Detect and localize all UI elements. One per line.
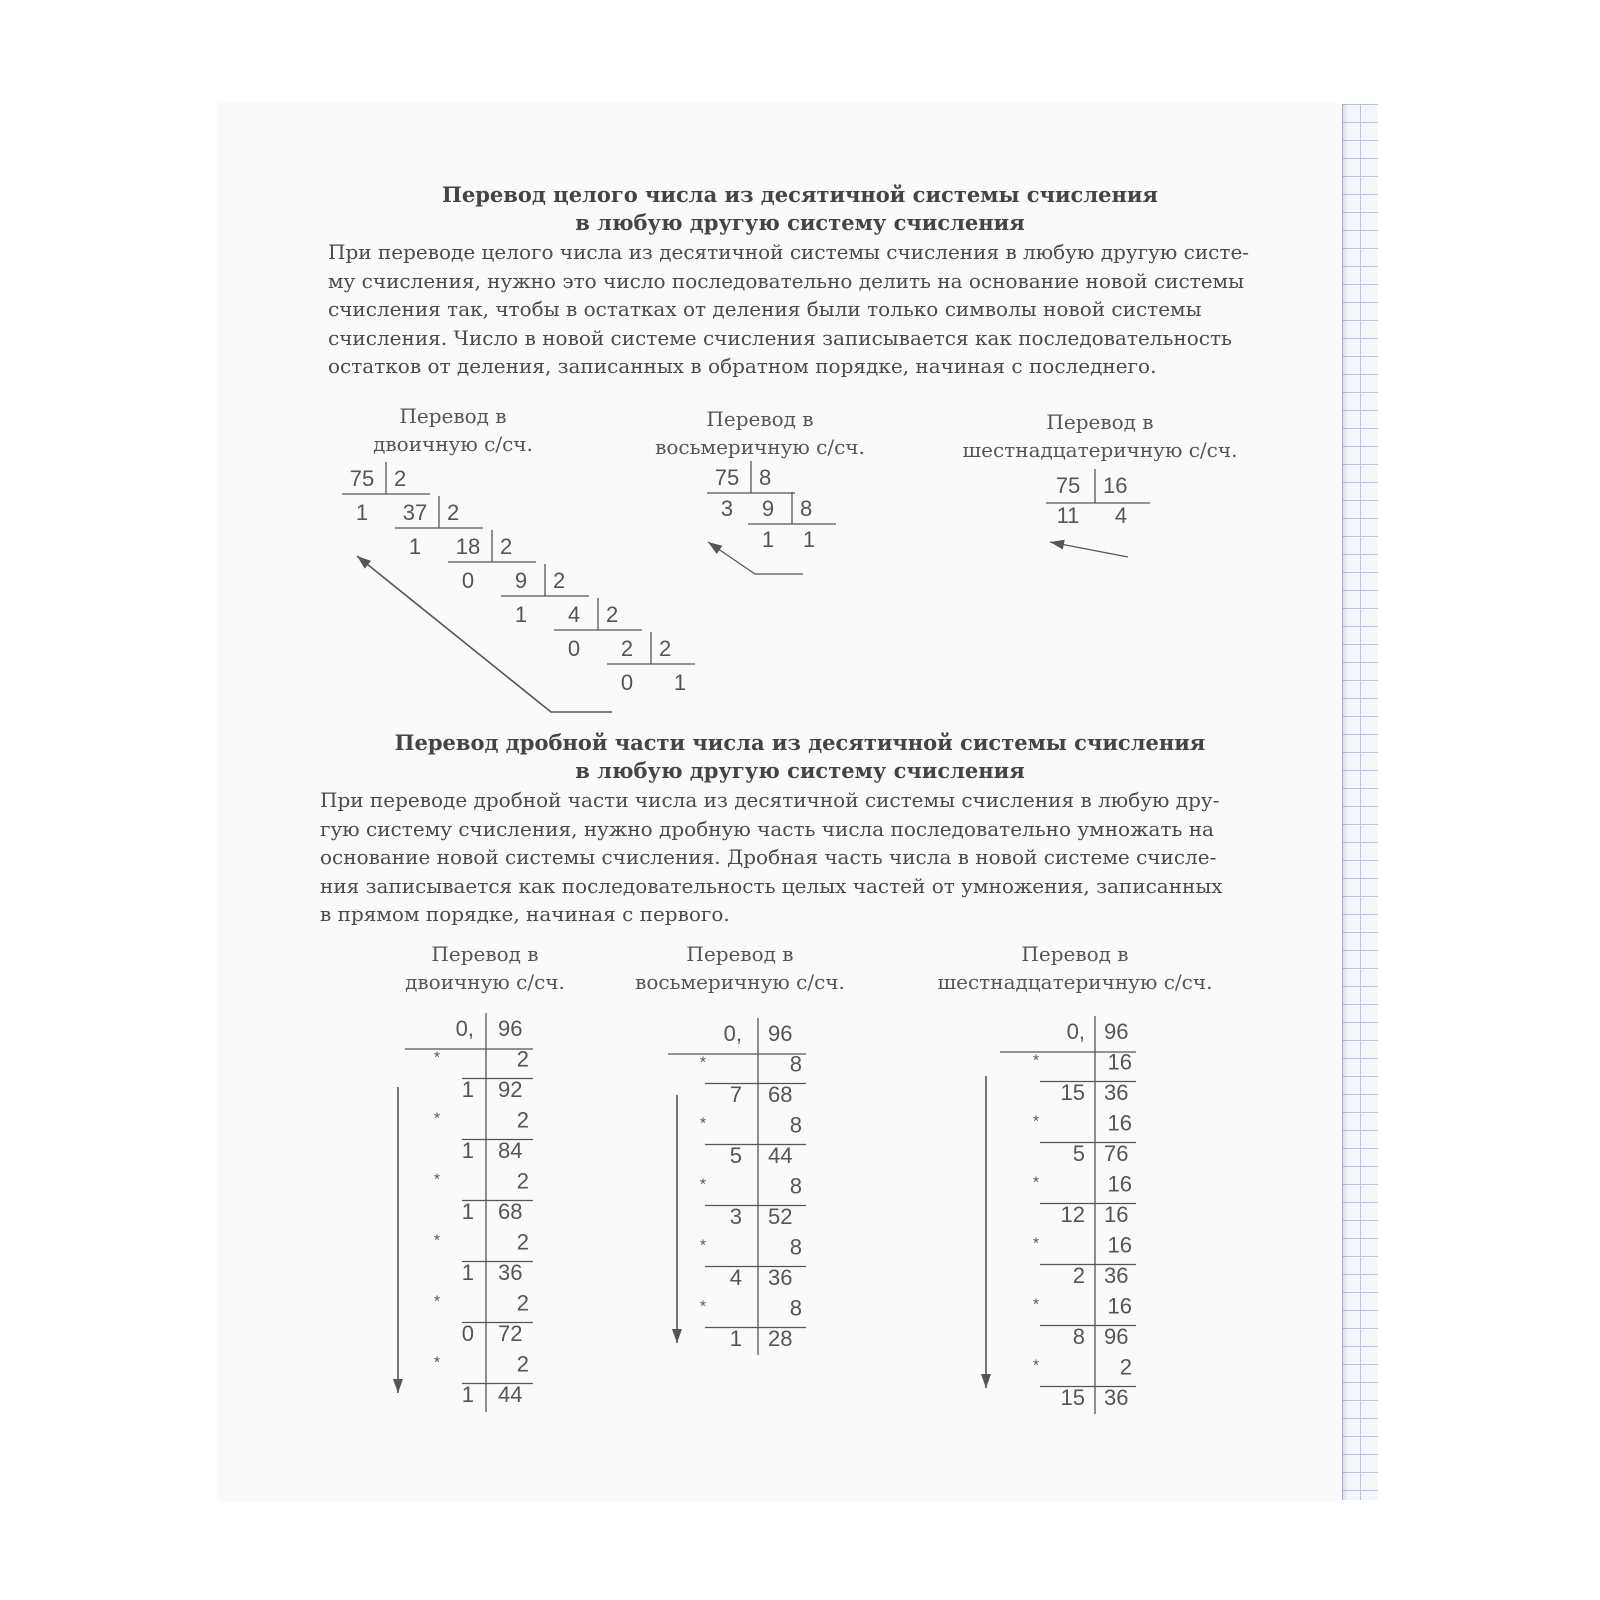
binary-multiplication-multiplier: 2 bbox=[516, 1290, 529, 1316]
octal-multiplication-start-frac: 96 bbox=[768, 1021, 793, 1046]
octal-multiplication-multiply-star: * bbox=[699, 1054, 707, 1072]
section1-paragraph-line: остатков от деления, записанных в обратном порядке, начиная с последнего. bbox=[328, 354, 1157, 378]
binary-multiplication-result-frac: 36 bbox=[498, 1260, 523, 1285]
hex-multiplication-multiplier: 16 bbox=[1107, 1171, 1132, 1197]
hex-multiplication-result-frac: 36 bbox=[1104, 1263, 1129, 1288]
hex-multiplication-multiplier: 16 bbox=[1107, 1049, 1132, 1075]
octal-division-last-quotient: 1 bbox=[802, 527, 816, 552]
hex-remainder-arrow-head bbox=[1050, 540, 1065, 550]
section2-paragraph-line: гую систему счисления, нужно дробную часть числа последовательно умножать на bbox=[320, 816, 1214, 841]
binary-multiplication-start-int: 0, bbox=[455, 1016, 474, 1041]
binary-division-remainder: 0 bbox=[567, 636, 581, 661]
binary-division-divisor: 2 bbox=[553, 568, 566, 593]
caption-line: восьмеричную с/сч. bbox=[655, 435, 865, 459]
section2-heading-line2: в любую другую систему счисления bbox=[575, 758, 1025, 783]
hex-multiplication-result-int: 8 bbox=[1072, 1324, 1085, 1349]
section1-heading-line2: в любую другую систему счисления bbox=[575, 210, 1025, 235]
binary-remainder-arrow-head bbox=[357, 556, 371, 569]
binary-division-divisor: 2 bbox=[394, 466, 407, 491]
octal-multiplication-result-frac: 36 bbox=[768, 1265, 793, 1290]
hex-multiplication-result-frac: 96 bbox=[1104, 1324, 1129, 1349]
binary-division-dividend: 18 bbox=[455, 534, 481, 559]
hex-multiplication-multiply-star: * bbox=[1032, 1052, 1040, 1070]
section2-paragraph-line: основание новой системы счисления. Дробная часть числа в новой системе счисле- bbox=[320, 845, 1217, 869]
caption-line: Перевод в bbox=[399, 404, 507, 428]
octal-multiplication-multiply-star: * bbox=[699, 1298, 707, 1316]
octal-division-remainder: 3 bbox=[720, 496, 734, 521]
octal-multiplication-multiply-star: * bbox=[699, 1176, 707, 1194]
section1-heading-line1: Перевод целого числа из десятичной системы счисления bbox=[442, 182, 1158, 207]
octal-order-arrow-head bbox=[672, 1329, 682, 1343]
octal-division-divisor: 8 bbox=[800, 496, 813, 521]
binary-multiplication-start-frac: 96 bbox=[498, 1016, 523, 1041]
binary-multiplication-multiply-star: * bbox=[433, 1049, 441, 1067]
octal-multiplication-result-int: 4 bbox=[729, 1265, 742, 1290]
binary-division-divisor: 2 bbox=[447, 500, 460, 525]
octal-multiplication-result-frac: 68 bbox=[768, 1082, 793, 1107]
hex-multiplication-result-int: 15 bbox=[1060, 1080, 1085, 1105]
section1-paragraph-line: При переводе целого числа из десятичной системы счисления в любую другую систе- bbox=[328, 240, 1250, 264]
octal-multiplication-result-frac: 44 bbox=[768, 1143, 793, 1168]
caption-line: Перевод в bbox=[1021, 942, 1129, 966]
octal-multiplication-multiplier: 8 bbox=[789, 1112, 802, 1138]
binary-multiplication-multiply-star: * bbox=[433, 1293, 441, 1311]
binary-multiplication-multiply-star: * bbox=[433, 1110, 441, 1128]
binary-division-last-quotient: 1 bbox=[673, 670, 687, 695]
hex-multiplication-multiplier: 2 bbox=[1119, 1354, 1132, 1380]
section1-paragraph-line: счисления так, чтобы в остатках от деления были только символы новой системы bbox=[328, 297, 1202, 321]
hex-multiplication-result-frac: 36 bbox=[1104, 1385, 1129, 1410]
octal-multiplication-start-int: 0, bbox=[723, 1021, 742, 1046]
binary-multiplication-result-frac: 44 bbox=[498, 1382, 523, 1407]
section2-paragraph-line: в прямом порядке, начиная с первого. bbox=[320, 902, 730, 926]
octal-multiplication-result-int: 1 bbox=[729, 1326, 742, 1351]
hex-multiplication-result-frac: 16 bbox=[1104, 1202, 1129, 1227]
binary-multiplication-multiplier: 2 bbox=[516, 1168, 529, 1194]
binary-division-remainder: 0 bbox=[620, 670, 634, 695]
octal-division-divisor: 8 bbox=[759, 465, 772, 490]
hex-multiplication-multiply-star: * bbox=[1032, 1113, 1040, 1131]
binary-multiplication-result-int: 1 bbox=[461, 1138, 474, 1163]
section1-paragraph-line: му счисления, нужно это число последовательно делить на основание новой системы bbox=[328, 268, 1245, 293]
octal-division-dividend: 75 bbox=[714, 465, 740, 490]
hex-multiplication-result-frac: 76 bbox=[1104, 1141, 1129, 1166]
binary-division-divisor: 2 bbox=[500, 534, 513, 559]
binary-multiplication-result-int: 1 bbox=[461, 1077, 474, 1102]
octal-multiplication-multiplier: 8 bbox=[789, 1173, 802, 1199]
caption-line: восьмеричную с/сч. bbox=[635, 970, 845, 994]
hex-multiplication-result-int: 5 bbox=[1072, 1141, 1085, 1166]
binary-division-dividend: 37 bbox=[402, 500, 428, 525]
octal-multiplication-result-int: 5 bbox=[729, 1143, 742, 1168]
hex-multiplication-multiplier: 16 bbox=[1107, 1232, 1132, 1258]
octal-remainder-arrow-head bbox=[708, 542, 722, 554]
hex-division-last-quotient: 4 bbox=[1114, 503, 1128, 528]
hex-multiplication-start-frac: 96 bbox=[1104, 1019, 1129, 1044]
binary-division-remainder: 1 bbox=[355, 500, 369, 525]
octal-multiplication-result-int: 7 bbox=[729, 1082, 742, 1107]
binary-multiplication-multiplier: 2 bbox=[516, 1351, 529, 1377]
binary-order-arrow-head bbox=[393, 1379, 403, 1393]
binary-multiplication-result-frac: 84 bbox=[498, 1138, 523, 1163]
octal-multiplication-result-frac: 52 bbox=[768, 1204, 793, 1229]
binary-division-divisor: 2 bbox=[659, 636, 672, 661]
caption-line: двоичную с/сч. bbox=[373, 432, 533, 456]
hex-division-dividend: 75 bbox=[1055, 473, 1081, 498]
binary-multiplication-result-int: 1 bbox=[461, 1260, 474, 1285]
binary-multiplication-multiplier: 2 bbox=[516, 1046, 529, 1072]
binary-multiplication-result-int: 1 bbox=[461, 1199, 474, 1224]
octal-multiplication-multiply-star: * bbox=[699, 1237, 707, 1255]
binary-multiplication-multiplier: 2 bbox=[516, 1229, 529, 1255]
hex-multiplication-multiply-star: * bbox=[1032, 1296, 1040, 1314]
binary-multiplication-result-frac: 92 bbox=[498, 1077, 523, 1102]
binary-multiplication-multiply-star: * bbox=[433, 1171, 441, 1189]
hex-multiplication-multiply-star: * bbox=[1032, 1357, 1040, 1375]
binary-multiplication-result-frac: 72 bbox=[498, 1321, 523, 1346]
section1-paragraph-line: счисления. Число в новой системе счисления записывается как последовательность bbox=[328, 325, 1232, 350]
binary-division-dividend: 4 bbox=[567, 602, 581, 627]
binary-remainder-arrow bbox=[357, 556, 612, 712]
binary-multiplication-multiply-star: * bbox=[433, 1354, 441, 1372]
hex-multiplication-result-int: 12 bbox=[1060, 1202, 1085, 1227]
binary-division-dividend: 75 bbox=[349, 466, 375, 491]
hex-multiplication-multiplier: 16 bbox=[1107, 1110, 1132, 1136]
octal-multiplication-multiplier: 8 bbox=[789, 1234, 802, 1260]
binary-multiplication-multiplier: 2 bbox=[516, 1107, 529, 1133]
octal-division-dividend: 9 bbox=[761, 496, 775, 521]
caption-line: шестнадцатеричную с/сч. bbox=[962, 438, 1238, 462]
binary-multiplication-multiply-star: * bbox=[433, 1232, 441, 1250]
hex-multiplication-multiply-star: * bbox=[1032, 1235, 1040, 1253]
binary-multiplication-result-int: 0 bbox=[461, 1321, 474, 1346]
caption-line: Перевод в bbox=[431, 942, 539, 966]
binary-division-dividend: 9 bbox=[514, 568, 528, 593]
hex-division-remainder: 11 bbox=[1056, 503, 1080, 528]
hex-multiplication-result-frac: 36 bbox=[1104, 1080, 1129, 1105]
binary-multiplication-result-int: 1 bbox=[461, 1382, 474, 1407]
caption-line: двоичную с/сч. bbox=[405, 970, 565, 994]
binary-division-dividend: 2 bbox=[620, 636, 634, 661]
caption-line: Перевод в bbox=[706, 407, 814, 431]
binary-multiplication-result-frac: 68 bbox=[498, 1199, 523, 1224]
octal-multiplication-result-frac: 28 bbox=[768, 1326, 793, 1351]
hex-multiplication-multiplier: 16 bbox=[1107, 1293, 1132, 1319]
section2-heading-line1: Перевод дробной части числа из десятичной системы счисления bbox=[394, 730, 1206, 755]
octal-multiplication-multiplier: 8 bbox=[789, 1051, 802, 1077]
section2-paragraph-line: При переводе дробной части числа из десятичной системы счисления в любую дру- bbox=[320, 788, 1220, 812]
hex-multiplication-result-int: 15 bbox=[1060, 1385, 1085, 1410]
binary-division-divisor: 2 bbox=[606, 602, 619, 627]
octal-multiplication-multiplier: 8 bbox=[789, 1295, 802, 1321]
binary-division-remainder: 1 bbox=[408, 534, 422, 559]
hex-division-divisor: 16 bbox=[1103, 473, 1128, 498]
section2-paragraph-line: ния записывается как последовательность целых частей от умножения, записанных bbox=[320, 873, 1223, 898]
binary-division-remainder: 1 bbox=[514, 602, 528, 627]
hex-order-arrow-head bbox=[981, 1374, 991, 1388]
octal-remainder-arrow bbox=[708, 542, 803, 574]
binary-division-remainder: 0 bbox=[461, 568, 475, 593]
caption-line: Перевод в bbox=[1046, 410, 1154, 434]
caption-line: шестнадцатеричную с/сч. bbox=[937, 970, 1213, 994]
octal-multiplication-multiply-star: * bbox=[699, 1115, 707, 1133]
hex-multiplication-start-int: 0, bbox=[1066, 1019, 1085, 1044]
octal-division-remainder: 1 bbox=[761, 527, 775, 552]
hex-multiplication-result-int: 2 bbox=[1072, 1263, 1085, 1288]
hex-multiplication-multiply-star: * bbox=[1032, 1174, 1040, 1192]
caption-line: Перевод в bbox=[686, 942, 794, 966]
octal-multiplication-result-int: 3 bbox=[729, 1204, 742, 1229]
